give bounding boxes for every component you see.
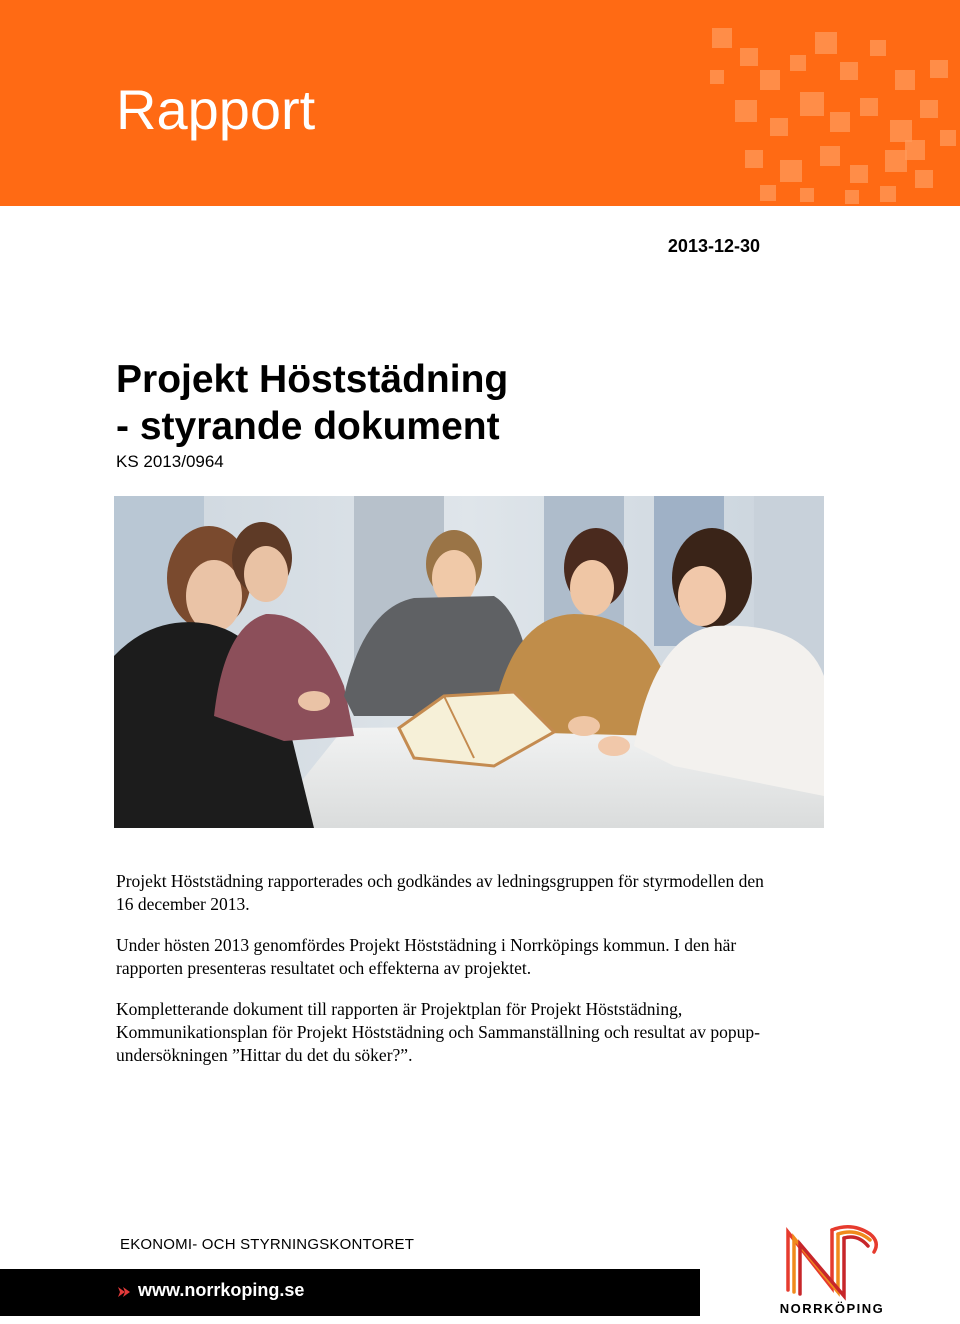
case-number: KS 2013/0964 — [116, 452, 224, 471]
pattern-square — [860, 98, 878, 116]
arrow-right-icon — [116, 1284, 132, 1300]
pattern-square — [745, 150, 763, 168]
pattern-square — [930, 60, 948, 78]
logo-wordmark: NORRKÖPING — [779, 1301, 885, 1316]
pattern-square — [710, 70, 724, 84]
pattern-square — [870, 40, 886, 56]
pattern-square — [905, 140, 925, 160]
body-text — [116, 870, 776, 1085]
pattern-square — [850, 165, 868, 183]
pattern-square — [760, 70, 780, 90]
pattern-square — [940, 130, 956, 146]
pattern-square — [830, 112, 850, 132]
meeting-photo — [114, 496, 824, 828]
body-paragraph-3: Kompletterande dokument till rapporten är Projektplan för Projekt Höststädning, Kommunikationsplan för Projekt Höststädning och Sammanställning och resultat av popup-undersökningen ”Hittar du det du söker?”. — [116, 999, 761, 1065]
website-link[interactable]: www.norrkoping.se — [138, 1280, 305, 1300]
report-date: 2013-12-30 — [667, 236, 760, 256]
pattern-square — [890, 120, 912, 142]
pattern-square — [800, 188, 814, 202]
document-title-line1: Projekt Höststädning — [116, 358, 509, 401]
footer-bar — [0, 1269, 700, 1316]
pattern-square — [885, 150, 907, 172]
body-paragraph-2: Under hösten 2013 genomfördes Projekt Höststädning i Norrköpings kommun. I den här rapporten presenteras resultatet och effekterna av projektet. — [116, 935, 737, 978]
header-title: Rapport — [116, 78, 316, 141]
pattern-square — [920, 100, 938, 118]
document-title — [116, 356, 508, 450]
pattern-square — [820, 146, 840, 166]
pattern-square — [800, 92, 824, 116]
pattern-square — [880, 186, 896, 202]
pattern-square — [895, 70, 915, 90]
body-paragraph-1: Projekt Höststädning rapporterades och godkändes av ledningsgruppen för styrmodellen den 16 december 2013. — [116, 871, 764, 914]
pattern-square — [735, 100, 757, 122]
pattern-square — [815, 32, 837, 54]
pattern-square — [790, 55, 806, 71]
pattern-square — [840, 62, 858, 80]
pattern-square — [712, 28, 732, 48]
pattern-square — [780, 160, 802, 182]
pattern-square — [845, 190, 859, 204]
pattern-square — [740, 48, 758, 66]
header-band — [0, 0, 960, 206]
pattern-square — [915, 170, 933, 188]
document-title-line2: - styrande dokument — [116, 405, 500, 448]
pattern-square — [760, 185, 776, 201]
department-name: EKONOMI- OCH STYRNINGSKONTORET — [120, 1236, 415, 1253]
pattern-square — [770, 118, 788, 136]
